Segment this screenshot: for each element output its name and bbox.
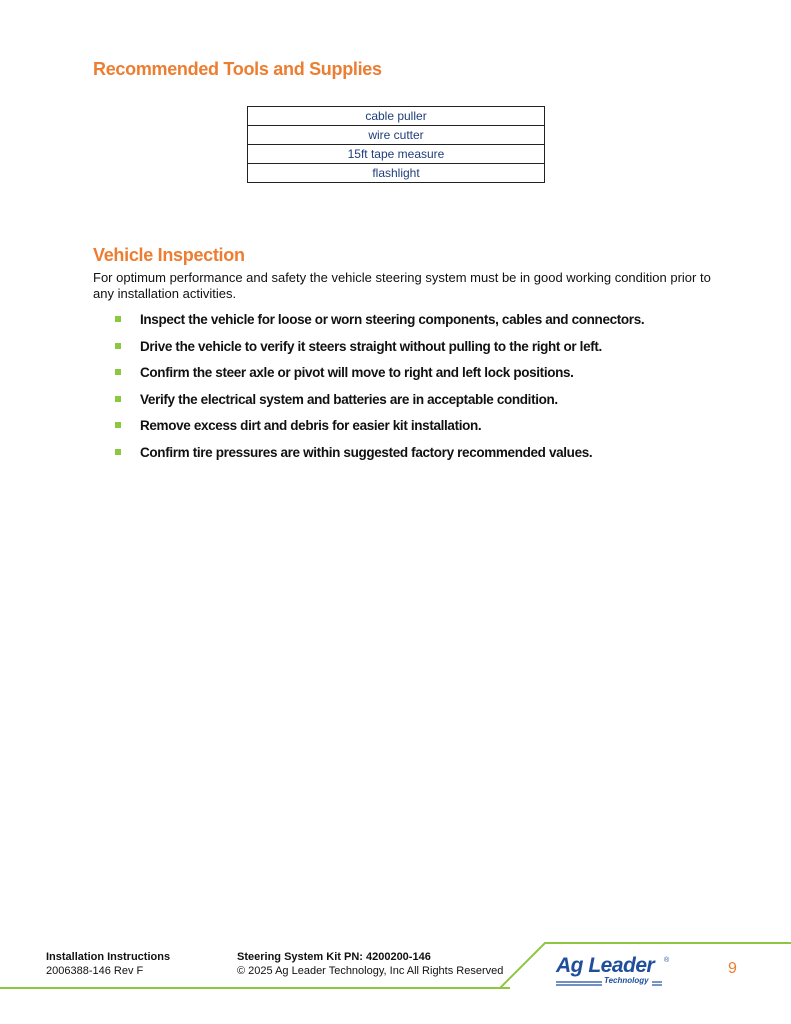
table-row <box>248 107 545 126</box>
table-row <box>248 145 545 164</box>
footer-copyright: © 2025 Ag Leader Technology, Inc All Rights Reserved <box>237 965 504 977</box>
list-item-text: Remove excess dirt and debris for easier kit installation. <box>140 418 482 434</box>
list-item <box>115 444 735 471</box>
inspection-list <box>115 311 735 471</box>
table-cell: 15ft tape measure <box>248 145 545 164</box>
bullet-square-icon <box>115 316 121 322</box>
list-item <box>115 364 735 391</box>
inspection-intro: For optimum performance and safety the vehicle steering system must be in good working condition prior to any installation activities. <box>93 270 711 301</box>
bullet-square-icon <box>115 343 121 349</box>
ag-leader-logo <box>556 955 676 989</box>
inspection-heading: Vehicle Inspection <box>93 245 245 265</box>
logo-registered-mark: ® <box>664 957 670 964</box>
table-cell: flashlight <box>248 164 545 183</box>
logo-subtitle: Technology <box>604 976 649 985</box>
table-row <box>248 126 545 145</box>
footer-kit-number: Steering System Kit PN: 4200200-146 <box>237 951 431 963</box>
list-item-text: Confirm the steer axle or pivot will move to right and left lock positions. <box>140 365 574 381</box>
bullet-square-icon <box>115 369 121 375</box>
list-item <box>115 391 735 418</box>
tools-heading: Recommended Tools and Supplies <box>93 59 382 79</box>
list-item <box>115 417 735 444</box>
logo-wordmark: Ag Leader <box>556 954 655 977</box>
table-cell: cable puller <box>248 107 545 126</box>
bullet-square-icon <box>115 396 121 402</box>
footer-doc-title: Installation Instructions <box>46 951 171 963</box>
tools-table <box>247 106 545 183</box>
bullet-square-icon <box>115 449 121 455</box>
footer-doc-revision: 2006388-146 Rev F <box>46 965 144 977</box>
footer-rule <box>0 987 510 989</box>
bullet-square-icon <box>115 422 121 428</box>
list-item-text: Drive the vehicle to verify it steers straight without pulling to the right or left. <box>140 338 602 354</box>
table-cell: wire cutter <box>248 126 545 145</box>
list-item-text: Verify the electrical system and batteries are in acceptable condition. <box>140 391 558 407</box>
table-row <box>248 164 545 183</box>
list-item <box>115 311 735 338</box>
list-item-text: Confirm tire pressures are within suggested factory recommended values. <box>140 444 593 460</box>
list-item <box>115 338 735 365</box>
page-number: 9 <box>728 960 737 977</box>
list-item-text: Inspect the vehicle for loose or worn steering components, cables and connectors. <box>140 312 645 327</box>
